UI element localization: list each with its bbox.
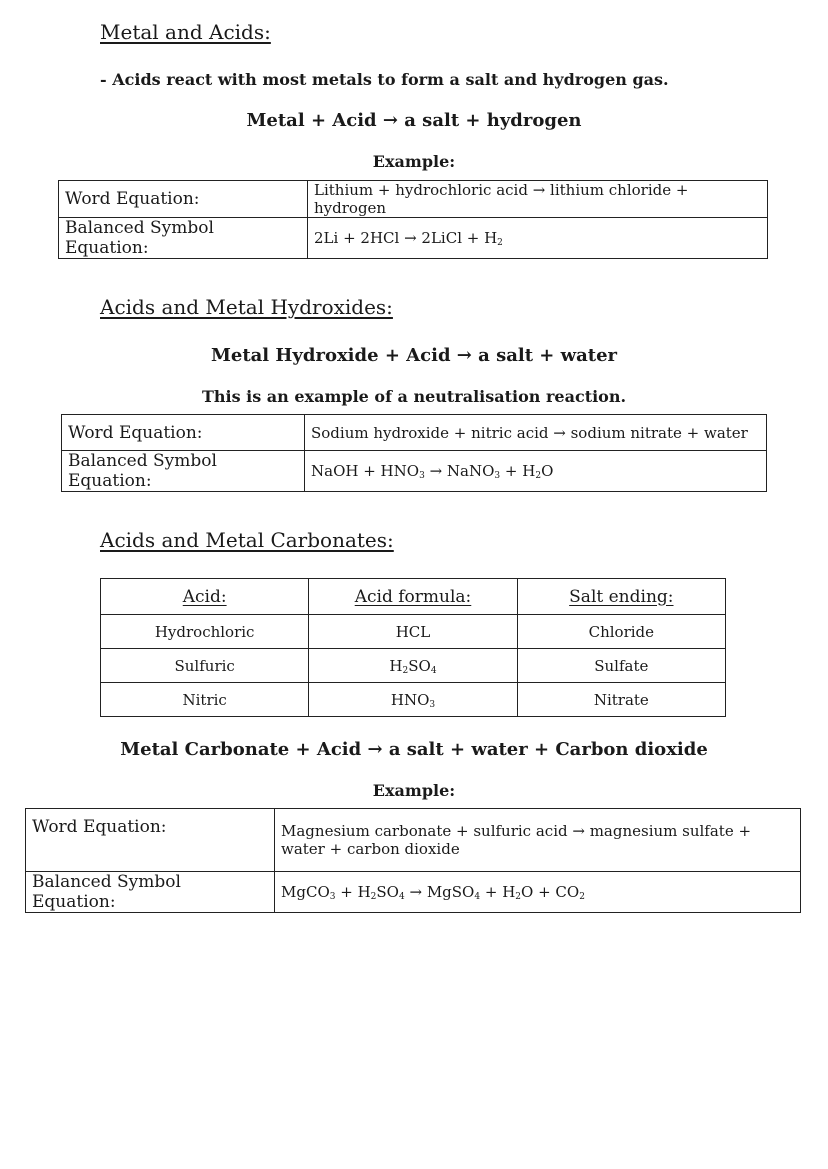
table-row bbox=[101, 649, 726, 683]
heading-acids-metal-carbonates: Acids and Metal Carbonates: bbox=[100, 528, 394, 552]
word-equation-value: Lithium + hydrochloric acid → lithium chloride + hydrogen bbox=[308, 181, 768, 218]
column-header-acid-formula: Acid formula: bbox=[309, 579, 517, 615]
bullet-acids-react: - Acids react with most metals to form a salt and hydrogen gas. bbox=[100, 70, 669, 89]
balanced-equation-label: Balanced Symbol Equation: bbox=[62, 451, 305, 492]
balanced-equation-value: NaOH + $HNO_3$ → NaNO$_3$ + $H_2O$ bbox=[305, 451, 767, 492]
table-row bbox=[101, 615, 726, 649]
acid-name: Nitric bbox=[101, 683, 309, 717]
balanced-equation-value: MgCO$_3$ + $H_2SO_4$ → MgSO$_4$ + $H_2O + CO_2$ bbox=[275, 872, 801, 913]
sodium-hydroxide-equation-table bbox=[61, 414, 767, 492]
example-label: Example: bbox=[372, 152, 456, 171]
table-row bbox=[62, 415, 767, 451]
salt-ending: Chloride bbox=[517, 615, 725, 649]
table-row bbox=[26, 809, 801, 872]
acid-formula: HCL bbox=[309, 615, 517, 649]
word-equation-label: Word Equation: bbox=[26, 809, 275, 872]
salt-ending: Nitrate bbox=[517, 683, 725, 717]
heading-acids-metal-hydroxides: Acids and Metal Hydroxides: bbox=[100, 295, 393, 319]
salt-ending: Sulfate bbox=[517, 649, 725, 683]
balanced-equation-label: Balanced Symbol Equation: bbox=[26, 872, 275, 913]
general-equation-carbonate: Metal Carbonate + Acid → a salt + water + Carbon dioxide bbox=[120, 739, 708, 760]
general-equation-metal-acid: Metal + Acid → a salt + hydrogen bbox=[246, 110, 582, 131]
acid-name: Sulfuric bbox=[101, 649, 309, 683]
balanced-equation-label: Balanced Symbol Equation: bbox=[59, 218, 308, 259]
word-equation-value: Magnesium carbonate + sulfuric acid → magnesium sulfate + water + carbon dioxide bbox=[275, 809, 801, 872]
acid-salt-table bbox=[100, 578, 726, 717]
table-row bbox=[26, 872, 801, 913]
table-row bbox=[101, 683, 726, 717]
heading-metal-and-acids: Metal and Acids: bbox=[100, 20, 271, 44]
general-equation-hydroxide: Metal Hydroxide + Acid → a salt + water bbox=[210, 345, 618, 366]
table-row bbox=[59, 218, 768, 259]
table-row bbox=[101, 579, 726, 615]
word-equation-value: Sodium hydroxide + nitric acid → sodium nitrate + water bbox=[305, 415, 767, 451]
balanced-equation-value: 2Li + 2HCl → 2LiCl + $H_2$ bbox=[308, 218, 768, 259]
table-row bbox=[62, 451, 767, 492]
acid-name: Hydrochloric bbox=[101, 615, 309, 649]
magnesium-carbonate-equation-table bbox=[25, 808, 801, 913]
lithium-equation-table bbox=[58, 180, 768, 259]
table-row bbox=[59, 181, 768, 218]
acid-formula: $HNO_3$ bbox=[309, 683, 517, 717]
acid-formula: $H_2SO_4$ bbox=[309, 649, 517, 683]
word-equation-label: Word Equation: bbox=[62, 415, 305, 451]
word-equation-label: Word Equation: bbox=[59, 181, 308, 218]
example-label: Example: bbox=[372, 781, 456, 800]
column-header-salt-ending: Salt ending: bbox=[517, 579, 725, 615]
column-header-acid: Acid: bbox=[101, 579, 309, 615]
neutralisation-note: This is an example of a neutralisation reaction. bbox=[201, 387, 627, 406]
